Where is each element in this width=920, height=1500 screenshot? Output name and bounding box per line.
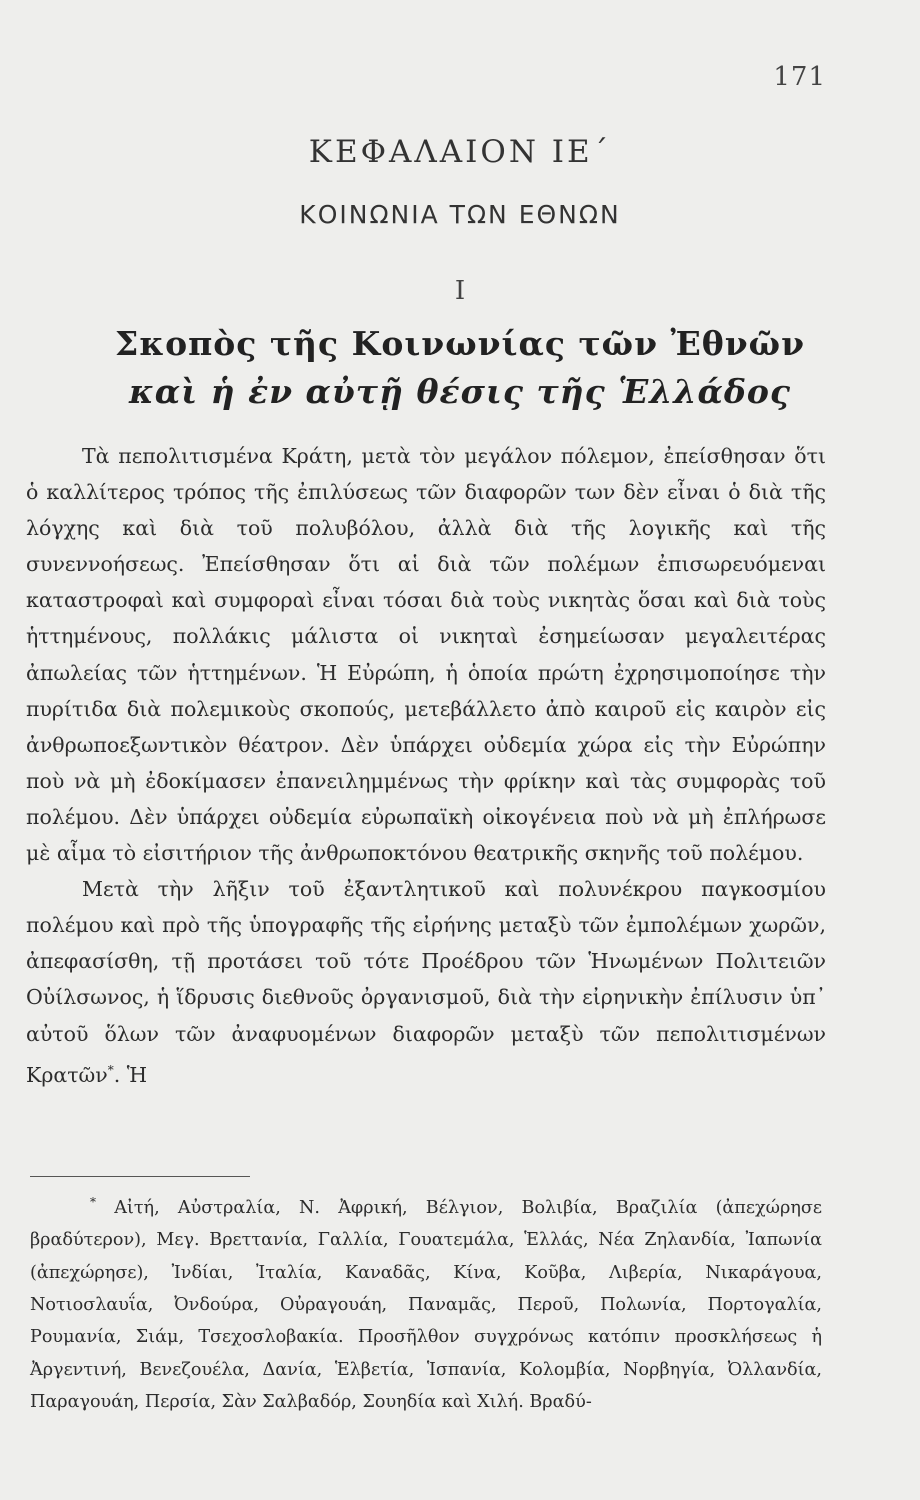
page-number: 171 [773, 62, 826, 92]
chapter-subtitle: ΚΟΙΝΩΝΙΑ ΤΩΝ ΕΘΝΩΝ [299, 200, 621, 229]
footnote [30, 1186, 822, 1419]
body-text [26, 438, 826, 1093]
chapter-title: ΚΕΦΑΛΑΙΟΝ ΙΕ΄ [308, 134, 612, 170]
section-number: I [454, 276, 466, 306]
paragraph-2 [26, 871, 826, 1092]
paragraph-1: Τὰ πεπολιτισμένα Κράτη, μετὰ τὸν μεγάλον πόλεμον, ἐπείσθησαν ὅτι ὁ καλλίτερος τρόπος τῆς ἐπιλύσεως τῶν διαφορῶν των δὲν εἶναι ὁ διὰ τῆς λόγχης καὶ διὰ τοῦ πολυβόλου, ἀλλὰ διὰ τῆς λογικῆς καὶ τῆς συνεννοήσεως. Ἐπείσθησαν ὅτι αἱ διὰ τῶν πολέμων ἐπισωρευόμεναι καταστροφαὶ καὶ συμφοραὶ εἶναι τόσαι διὰ τοὺς νικητὰς ὅσαι καὶ διὰ τοὺς ἡττημένους, πολλάκις μάλιστα οἱ νικηταὶ ἐσημείωσαν μεγαλειτέρας ἀπωλείας τῶν ἡττημένων. Ἡ Εὐρώπη, ἡ ὁποία πρώτη ἐχρησιμοποίησε τὴν πυρίτιδα διὰ πολεμικοὺς σκοπούς, μετεβάλλετο ἀπὸ καιροῦ εἰς καιρὸν εἰς ἀνθρωποεξωντικὸν θέατρον. Δὲν ὑπάρχει οὐδεμία χώρα εἰς τὴν Εὐρώπην ποὺ νὰ μὴ ἐδοκίμασεν ἐπανειλημμένως τὴν φρίκην καὶ τὰς συμφορὰς τοῦ πολέμου. Δὲν ὑπάρχει οὐδεμία εὐρωπαϊκὴ οἰκογένεια ποὺ νὰ μὴ ἐπλήρωσε μὲ αἷμα τὸ εἰσιτήριον τῆς ἀνθρωποκτόνου θεατρικῆς σκηνῆς τοῦ πολέμου. [26, 444, 826, 866]
footnote-text: Αἰτή, Αὐστραλία, Ν. Ἀφρική, Βέλγιον, Βολιβία, Βραζιλία (ἀπεχώρησε βραδύτερον), Μεγ. Βρεττανία, Γαλλία, Γουατεμάλα, Ἑλλάς, Νέα Ζηλανδία, Ἰαπωνία (ἀπεχώρησε), Ἰνδίαι, Ἰταλία, Καναδᾶς, Κίνα, Κοῦβα, Λιβερία, Νικαράγουα, Νοτιοσλαυΐα, Ὀνδούρα, Οὐραγουάη, Παναμᾶς, Περοῦ, Πολωνία, Πορτογαλία, Ρουμανία, Σιάμ, Τσεχοσλοβακία. Προσῆλθον συγχρόνως κατόπιν προσκλήσεως ἡ Ἀργεντινή, Βενεζουέλα, Δανία, Ἑλβετία, Ἱσπανία, Κολομβία, Νορβηγία, Ὀλλανδία, Παραγουάη, Περσία, Σὰν Σαλβαδόρ, Σουηδία καὶ Χιλή. Βραδύ- [30, 1197, 823, 1413]
paragraph-2-text: Μετὰ τὴν λῆξιν τοῦ ἐξαντλητικοῦ καὶ πολυνέκρου παγκοσμίου πολέμου καὶ πρὸ τῆς ὑπογραφῆς τῆς εἰρήνης μεταξὺ τῶν ἐμπολέμων χωρῶν, ἀπεφασίσθη, τῇ προτάσει τοῦ τότε Προέδρου τῶν Ἡνωμένων Πολιτειῶν Οὐίλσωνος, ἡ ἵδρυσις διεθνοῦς ὀργανισμοῦ, διὰ τὴν εἰρηνικὴν ἐπίλυσιν ὑπ᾿ αὐτοῦ ὅλων τῶν ἀναφυομένων διαφορῶν μεταξὺ τῶν πεπολιτισμένων Κρατῶν [26, 877, 826, 1087]
footnote-divider [30, 1176, 250, 1177]
footnote-marker: * [90, 1195, 96, 1209]
footnote-reference: * [107, 1062, 114, 1077]
section-heading-line-1: Σκοπὸς τῆς Κοινωνίας τῶν Ἐθνῶν [115, 324, 805, 363]
section-heading-line-2: καὶ ἡ ἐν αὐτῇ θέσις τῆς Ἑλλάδος [129, 372, 791, 411]
paragraph-2-tail: . Ἡ [113, 1062, 148, 1087]
